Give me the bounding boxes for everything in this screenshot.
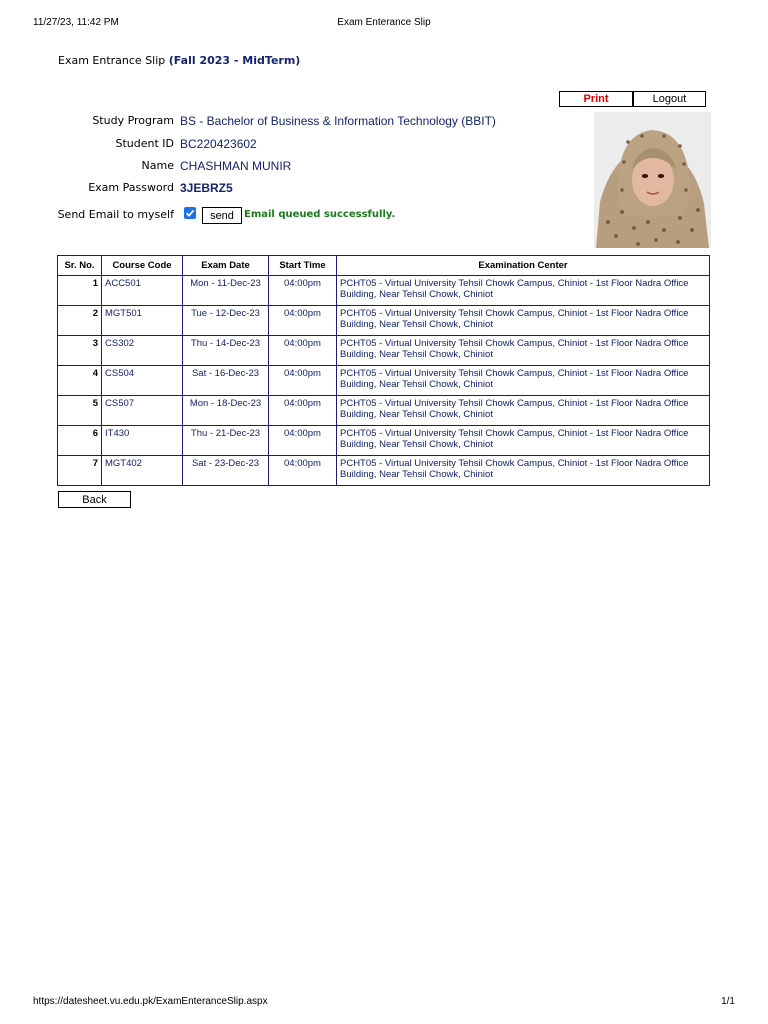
col-header-sr-no: Sr. No. — [58, 256, 102, 276]
table-row — [58, 396, 710, 426]
sr-no: 7 — [58, 456, 102, 486]
exam-center: PCHT05 - Virtual University Tehsil Chowk Campus, Chiniot - 1st Floor Nadra Office Building, Near Tehsil Chowk, Chiniot — [337, 336, 710, 366]
table-row — [58, 426, 710, 456]
table-row — [58, 366, 710, 396]
course-code: CS507 — [102, 396, 183, 426]
exam-center: PCHT05 - Virtual University Tehsil Chowk Campus, Chiniot - 1st Floor Nadra Office Building, Near Tehsil Chowk, Chiniot — [337, 306, 710, 336]
course-code: MGT402 — [102, 456, 183, 486]
start-time: 04:00pm — [269, 456, 337, 486]
print-page-count: 1/1 — [721, 996, 735, 1007]
table-header-row — [58, 256, 710, 276]
name-label: Name — [141, 159, 174, 172]
checkmark-icon — [185, 208, 195, 218]
send-button[interactable]: send — [202, 207, 242, 224]
start-time: 04:00pm — [269, 306, 337, 336]
start-time: 04:00pm — [269, 336, 337, 366]
table-row — [58, 456, 710, 486]
col-header-course-code: Course Code — [102, 256, 183, 276]
sr-no: 6 — [58, 426, 102, 456]
email-status-message: Email queued successfully. — [244, 209, 396, 220]
exam-date: Mon - 11-Dec-23 — [183, 276, 269, 306]
course-code: MGT501 — [102, 306, 183, 336]
exam-password-value: 3JEBRZ5 — [180, 181, 233, 195]
table-row — [58, 276, 710, 306]
exam-date: Sat - 16-Dec-23 — [183, 366, 269, 396]
sr-no: 3 — [58, 336, 102, 366]
sr-no: 5 — [58, 396, 102, 426]
table-row — [58, 336, 710, 366]
page-title — [58, 54, 300, 67]
print-button[interactable]: Print — [559, 91, 633, 107]
col-header-start-time: Start Time — [269, 256, 337, 276]
student-id-label: Student ID — [115, 137, 174, 150]
print-url: https://datesheet.vu.edu.pk/ExamEnteranceSlip.aspx — [33, 996, 268, 1007]
start-time: 04:00pm — [269, 426, 337, 456]
print-doc-title: Exam Enterance Slip — [337, 17, 431, 28]
course-code: ACC501 — [102, 276, 183, 306]
start-time: 04:00pm — [269, 396, 337, 426]
exam-password-label: Exam Password — [88, 181, 174, 194]
print-datetime: 11/27/23, 11:42 PM — [33, 17, 119, 28]
back-button[interactable]: Back — [58, 491, 131, 508]
send-email-checkbox[interactable] — [184, 207, 196, 219]
student-id-value: BC220423602 — [180, 137, 257, 151]
exam-center: PCHT05 - Virtual University Tehsil Chowk Campus, Chiniot - 1st Floor Nadra Office Building, Near Tehsil Chowk, Chiniot — [337, 276, 710, 306]
study-program-value: BS - Bachelor of Business & Information Technology (BBIT) — [180, 114, 496, 128]
logout-button[interactable]: Logout — [633, 91, 706, 107]
exam-date: Mon - 18-Dec-23 — [183, 396, 269, 426]
send-email-label: Send Email to myself — [57, 208, 174, 221]
exam-schedule-table — [57, 255, 710, 486]
exam-center: PCHT05 - Virtual University Tehsil Chowk Campus, Chiniot - 1st Floor Nadra Office Building, Near Tehsil Chowk, Chiniot — [337, 426, 710, 456]
exam-date: Thu - 21-Dec-23 — [183, 426, 269, 456]
name-value: CHASHMAN MUNIR — [180, 159, 292, 173]
exam-date: Tue - 12-Dec-23 — [183, 306, 269, 336]
exam-center: PCHT05 - Virtual University Tehsil Chowk Campus, Chiniot - 1st Floor Nadra Office Building, Near Tehsil Chowk, Chiniot — [337, 366, 710, 396]
exam-center: PCHT05 - Virtual University Tehsil Chowk Campus, Chiniot - 1st Floor Nadra Office Building, Near Tehsil Chowk, Chiniot — [337, 396, 710, 426]
sr-no: 1 — [58, 276, 102, 306]
col-header-exam-center: Examination Center — [337, 256, 710, 276]
start-time: 04:00pm — [269, 366, 337, 396]
student-photo — [594, 112, 711, 248]
exam-date: Sat - 23-Dec-23 — [183, 456, 269, 486]
sr-no: 4 — [58, 366, 102, 396]
course-code: CS302 — [102, 336, 183, 366]
exam-date: Thu - 14-Dec-23 — [183, 336, 269, 366]
col-header-exam-date: Exam Date — [183, 256, 269, 276]
start-time: 04:00pm — [269, 276, 337, 306]
table-row — [58, 306, 710, 336]
course-code: CS504 — [102, 366, 183, 396]
exam-center: PCHT05 - Virtual University Tehsil Chowk Campus, Chiniot - 1st Floor Nadra Office Building, Near Tehsil Chowk, Chiniot — [337, 456, 710, 486]
sr-no: 2 — [58, 306, 102, 336]
study-program-label: Study Program — [92, 114, 174, 127]
exam-term: (Fall 2023 - MidTerm) — [168, 54, 301, 67]
page-title-text: Exam Entrance Slip — [58, 54, 166, 67]
course-code: IT430 — [102, 426, 183, 456]
